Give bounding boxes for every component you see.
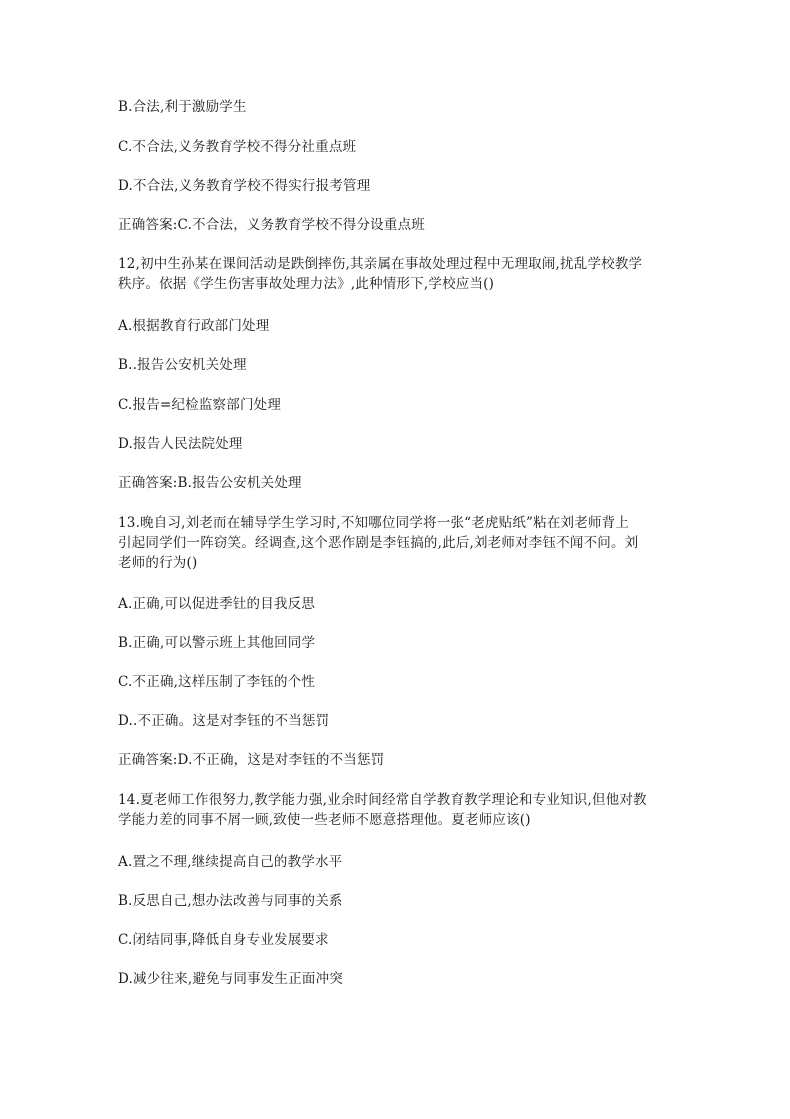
q12-stem-line: 秩序。依据《学生伤害事故处理力法》,此种情形下,学校应当() xyxy=(118,276,495,292)
q14-stem-line: 学能力差的同事不屑一顾,致使一些老师不愿意搭理他。夏老师应该() xyxy=(118,812,531,828)
q12-answer: 正确答案:B.报告公安机关处理 xyxy=(118,475,302,491)
q13-option-c: C.不正确,这样压制了李钰的个性 xyxy=(118,674,316,690)
q11-answer: 正确答案:C.不合法，义务教育学校不得分设重点班 xyxy=(118,217,425,233)
q12-option-a: A.根据教育行政部门处理 xyxy=(118,318,270,334)
q12-option-c: C.报告=纪检监察部门处理 xyxy=(118,397,282,413)
q11-option-d: D.不合法,义务教育学校不得实行报考管理 xyxy=(118,178,371,194)
q14-stem xyxy=(118,790,678,830)
q12-option-d: D.报告人民法院处理 xyxy=(118,436,243,452)
q13-answer: 正确答案:D.不正确，这是对李钰的不当惩罚 xyxy=(118,752,385,768)
q14-option-c: C.闭结同事,降低自身专业发展要求 xyxy=(118,932,329,948)
q13-stem-line: 老师的行为() xyxy=(118,555,198,571)
q13-option-d: D..不正确。这是对李钰的不当惩罚 xyxy=(118,713,330,729)
q14-option-b: B.反思自己,想办法改善与同事的关系 xyxy=(118,893,343,909)
q14-option-a: A.置之不理,继续提高自己的教学水平 xyxy=(118,854,343,870)
q14-stem-line: 14.夏老师工作很努力,教学能力强,业余时间经常自学教育教学理论和专业知识,但他对教 xyxy=(118,792,647,808)
q12-option-b: B..报告公安机关处理 xyxy=(118,357,247,373)
q11-option-c: C.不合法,义务教育学校不得分社重点班 xyxy=(118,139,357,155)
q14-option-d: D.减少往来,避免与同事发生正面冲突 xyxy=(118,971,344,987)
q12-stem xyxy=(118,254,678,294)
q13-option-a: A.正确,可以促进季钍的目我反思 xyxy=(118,596,316,612)
q12-stem-line: 12,初中生孙某在课间活动是跌倒摔伤,其亲属在事故处理过程中无理取闹,扰乱学校教学 xyxy=(118,256,643,272)
q13-stem xyxy=(118,513,678,573)
q13-stem-line: 13.晚自习,刘老而在辅导学生学习时,不知哪位同学将一张“老虎贴纸”粘在刘老师背上 xyxy=(118,515,630,531)
q13-option-b: B.正确,可以警示班上其他回同学 xyxy=(118,635,316,651)
q13-stem-line: 引起同学们一阵窃笑。经调查,这个恶作剧是李钰搞的,此后,刘老师对李钰不闻不问。刘 xyxy=(118,535,639,551)
q11-option-b: B.合法,利于激励学生 xyxy=(118,99,247,115)
